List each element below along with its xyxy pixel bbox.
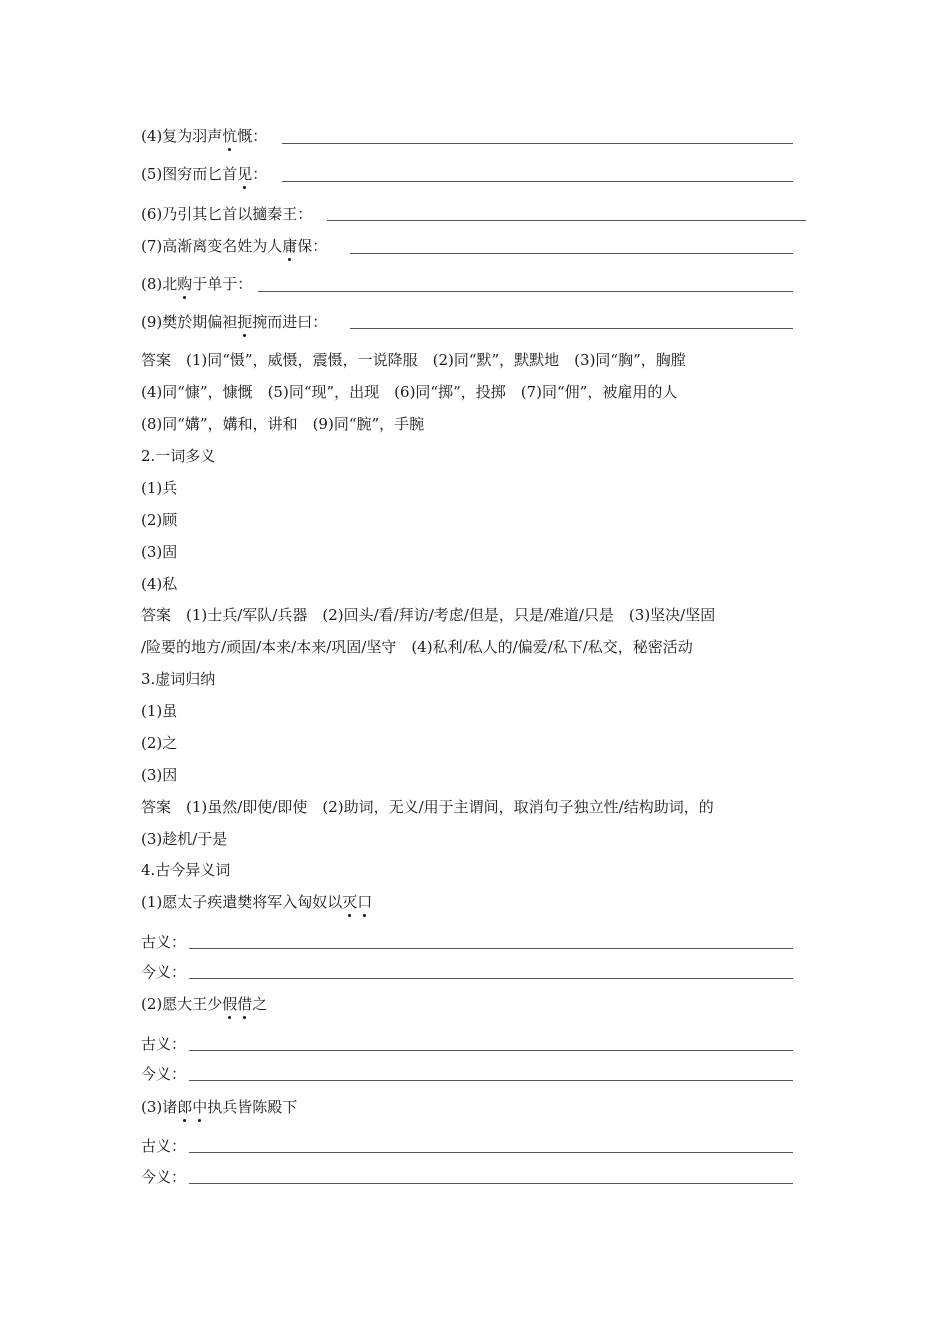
section-title: 4.古今异义词 [141,861,231,879]
answer-blank[interactable] [327,220,806,221]
answer-blank[interactable] [258,291,793,292]
answer-blank[interactable] [189,978,793,979]
answer-line: 答案 (1)士兵/军队/兵器 (2)回头/看/拜访/考虑/但是，只是/难道/只是 (3)坚决/坚固 [141,606,716,624]
question-text: 之 [252,995,268,1013]
question-text: (6)乃引其匕首以 [141,205,253,223]
answer-line: (3)趁机/于是 [141,830,228,848]
question-text: 保： [297,237,328,255]
emphasis-char: 庸 [282,237,298,255]
emphasis-char: 扼 [237,313,253,331]
emphasis-char: 假 [222,995,238,1013]
ancient-meaning-label: 古义： [141,1137,187,1155]
answer-blank[interactable] [189,1152,793,1153]
emphasis-char: 借 [237,995,253,1013]
answer-blank[interactable] [189,1050,793,1051]
question-2 [141,994,267,1014]
question-4 [141,126,267,146]
question-text: (2)愿大王少 [141,995,223,1013]
modern-meaning-label: 今义： [141,1168,187,1186]
question-text: (4)复为羽声 [141,127,223,145]
list-item: (3)固 [141,543,178,561]
question-5 [141,164,267,184]
answer-blank[interactable] [189,1080,793,1081]
list-item: (2)之 [141,734,178,752]
ancient-meaning-label: 古义： [141,933,187,951]
question-1 [141,892,372,912]
question-9 [141,312,327,332]
question-6 [141,204,312,224]
question-text: 执兵皆陈殿下 [207,1098,298,1116]
question-8 [141,274,252,294]
list-item: (1)虽 [141,702,178,720]
answer-blank[interactable] [189,1183,793,1184]
answer-blank[interactable] [350,253,793,254]
question-text: 慨： [237,127,268,145]
question-text: (1)愿太子疾遣樊将军入匈奴以 [141,893,343,911]
question-text: ： [252,165,268,183]
list-item: (2)顾 [141,511,178,529]
answer-blank[interactable] [282,143,793,144]
question-text: (8)北 [141,275,178,293]
answer-line: /险要的地方/顽固/本来/本来/巩固/坚守 (4)私利/私人的/偏爱/私下/私交，秘密活动 [141,638,693,656]
answer-blank[interactable] [282,181,793,182]
question-text: (3)诸 [141,1098,178,1116]
section-title: 3.虚词归纳 [141,670,216,688]
question-text: (9)樊於期偏袒 [141,313,238,331]
question-3 [141,1097,297,1117]
modern-meaning-label: 今义： [141,963,187,981]
section-title: 2.一词多义 [141,447,216,465]
emphasis-char: 忼 [222,127,238,145]
question-7 [141,236,327,256]
emphasis-char: 见 [237,165,253,183]
list-item: (1)兵 [141,479,178,497]
answer-blank[interactable] [189,948,793,949]
question-text: 捥而进曰： [252,313,328,331]
answer-line: 答案 (1)同“慑”，威慑，震慑，一说降服 (2)同“默”，默默地 (3)同“胸”，胸膛 [141,351,686,369]
list-item: (4)私 [141,575,178,593]
question-text: (7)高渐离变名姓为人 [141,237,283,255]
emphasis-char: 中 [192,1098,208,1116]
question-text: 于单于： [192,275,253,293]
ancient-meaning-label: 古义： [141,1035,187,1053]
answer-line: (4)同“慷”，慷慨 (5)同“现”，出现 (6)同“掷”，投掷 (7)同“佣”，被雇用的人 [141,383,678,401]
emphasis-char: 购 [177,275,193,293]
question-text: (5)图穷而匕首 [141,165,238,183]
answer-line: (8)同“媾”，媾和，讲和 (9)同“腕”，手腕 [141,415,425,433]
emphasis-char: 口 [357,893,373,911]
list-item: (3)因 [141,766,178,784]
answer-blank[interactable] [350,328,793,329]
answer-line: 答案 (1)虽然/即使/即使 (2)助词，无义/用于主谓间，取消句子独立性/结构助词，的 [141,798,714,816]
modern-meaning-label: 今义： [141,1065,187,1083]
question-text: 擿秦王： [252,205,313,223]
emphasis-char: 灭 [342,893,358,911]
emphasis-char: 郎 [177,1098,193,1116]
